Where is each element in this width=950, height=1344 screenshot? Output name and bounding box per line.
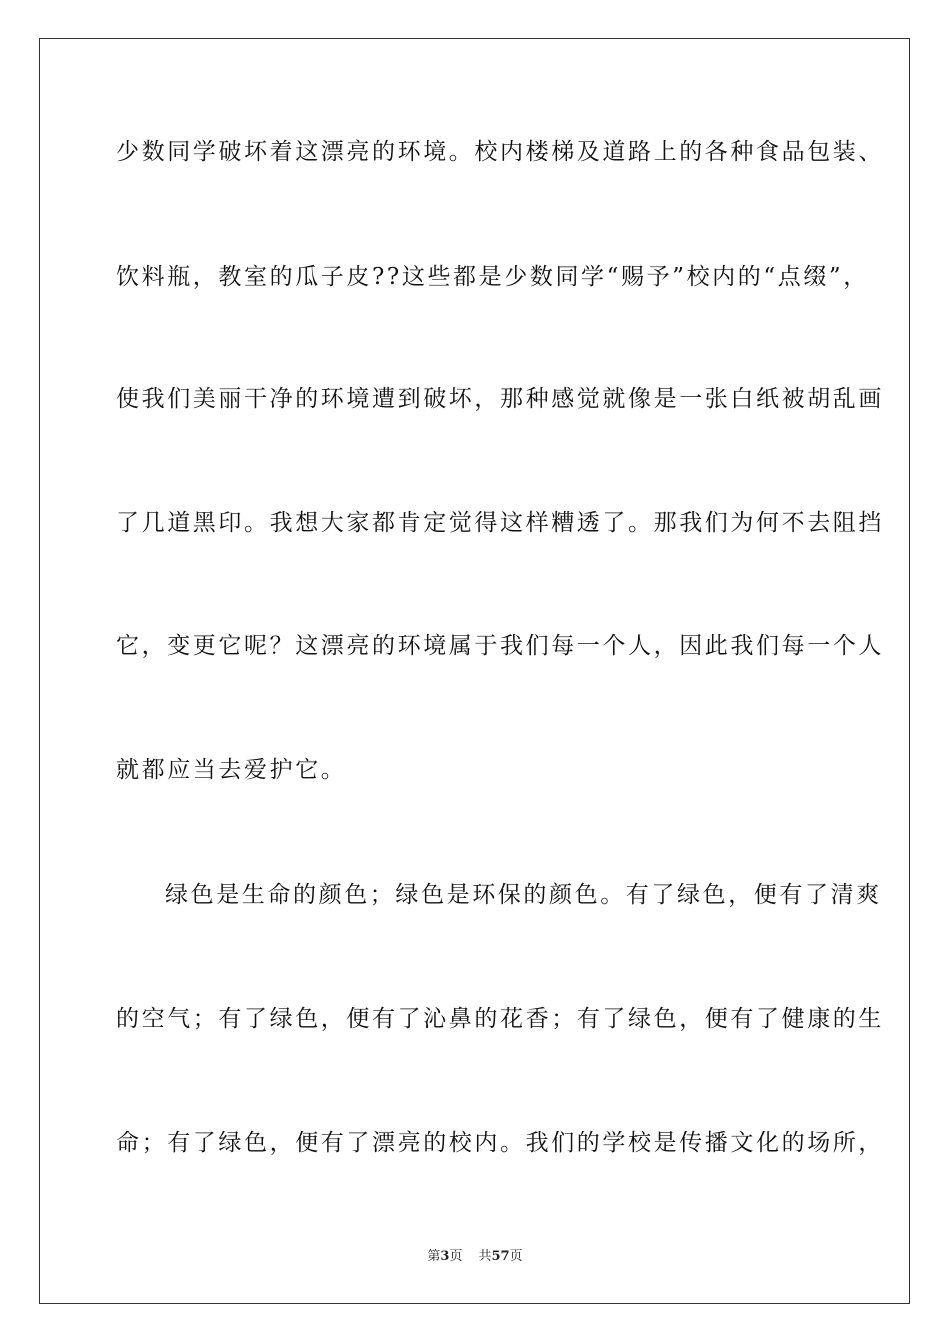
text-line: 就都应当去爱护它。 bbox=[116, 757, 347, 783]
page-footer bbox=[0, 1248, 950, 1266]
text-line: 使我们美丽干净的环境遭到破坏，那种感觉就像是一张白纸被胡乱画 bbox=[116, 386, 884, 412]
total-pages: 57 bbox=[491, 1249, 510, 1264]
text-line: 饮料瓶，教室的瓜子皮??这些都是少数同学“赐予”校内的“点缀”， bbox=[116, 264, 869, 290]
text-line: 的空气；有了绿色，便有了沁鼻的花香；有了绿色，便有了健康的生 bbox=[116, 1006, 884, 1032]
page-indicator: 第3页 bbox=[427, 1249, 463, 1264]
page-border bbox=[39, 38, 910, 1304]
text-line: 少数同学破坏着这漂亮的环境。校内楼梯及道路上的各种食品包装、 bbox=[116, 139, 884, 165]
page-number: 3 bbox=[440, 1249, 450, 1264]
paragraph-first-line: 绿色是生命的颜色；绿色是环保的颜色。有了绿色，便有了清爽 bbox=[165, 882, 882, 908]
total-pages-indicator: 共57页 bbox=[478, 1249, 523, 1264]
text-line: 它，变更它呢？这漂亮的环境属于我们每一个人，因此我们每一个人 bbox=[116, 633, 884, 659]
text-line: 了几道黑印。我想大家都肯定觉得这样糟透了。那我们为何不去阻挡 bbox=[116, 510, 884, 536]
text-line: 命；有了绿色，便有了漂亮的校内。我们的学校是传播文化的场所， bbox=[116, 1130, 884, 1156]
